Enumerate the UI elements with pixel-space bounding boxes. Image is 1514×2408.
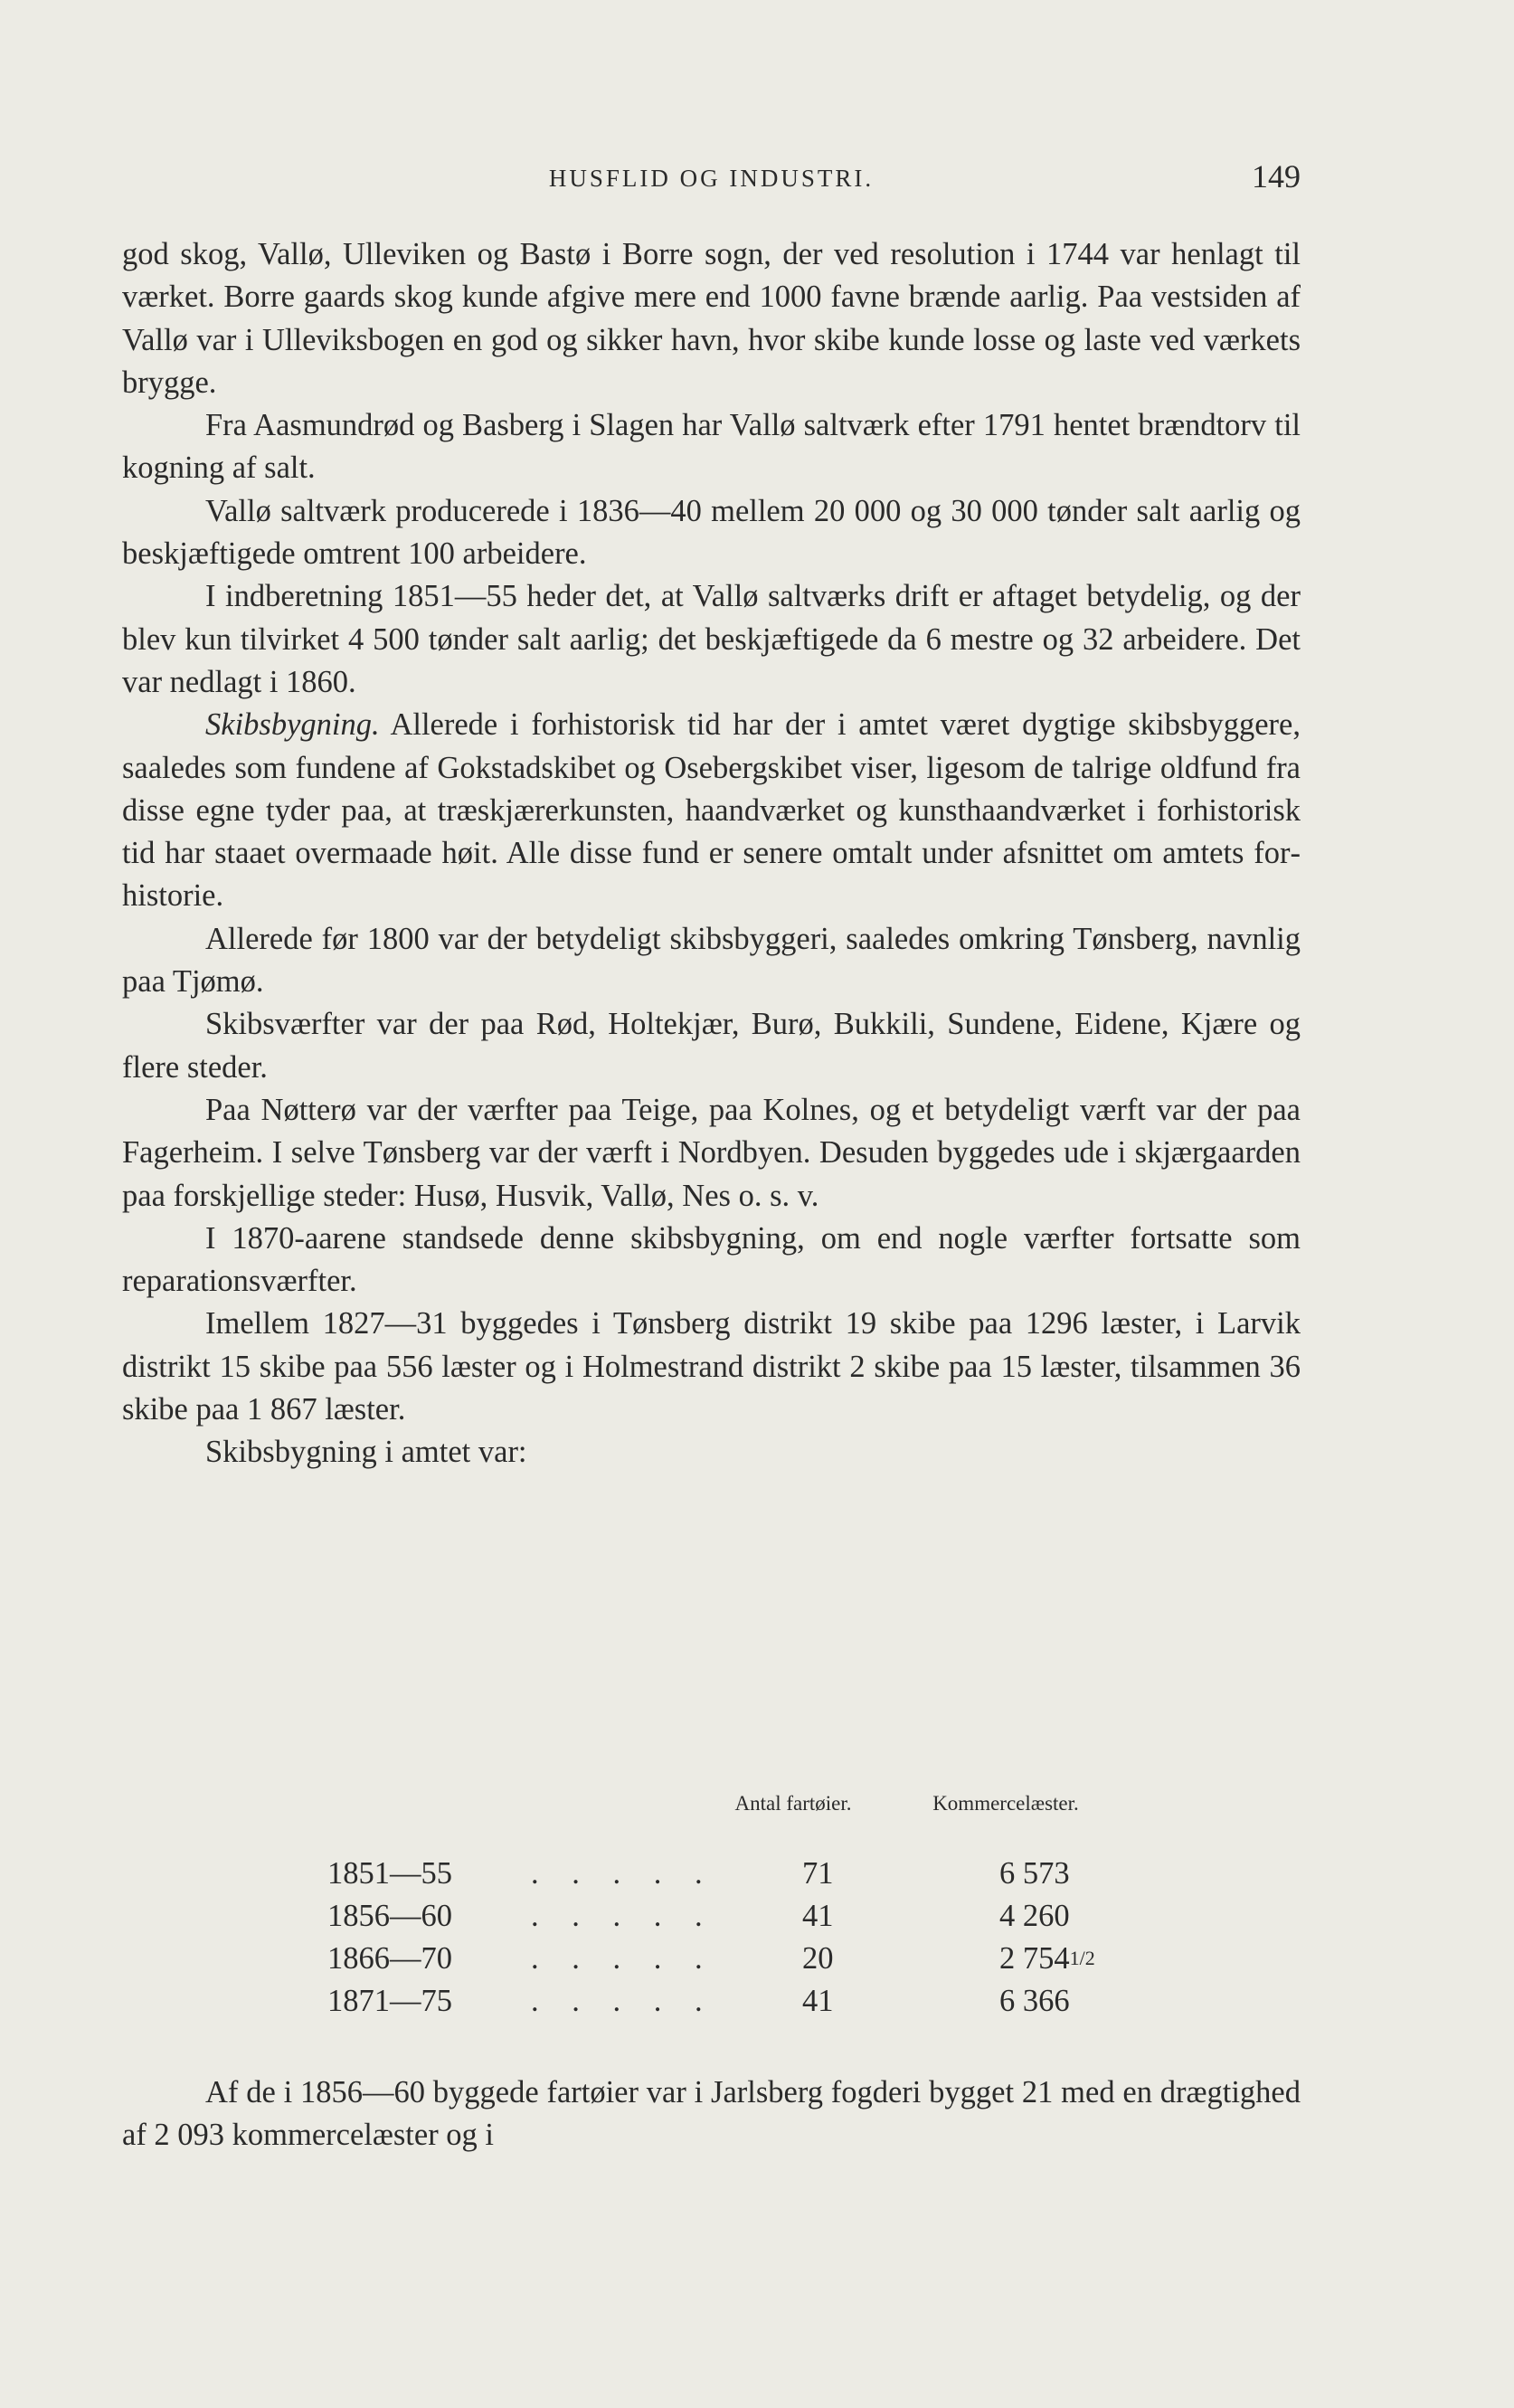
column-header-lasts: Kommercelæster. [932, 1792, 1079, 1815]
lasts-cell: 6 573 [999, 1856, 1070, 1891]
lasts-cell: 4 260 [999, 1899, 1070, 1933]
lasts-cell: 2 7541/2 [999, 1941, 1095, 1976]
vessels-cell: 20 [802, 1941, 834, 1976]
lasts-cell: 6 366 [999, 1984, 1070, 2018]
paragraph: I 1870-aarene standsede denne skibsbygning, om end nogle værfter fortsatte som reparationsværfter. [122, 1220, 1301, 1299]
closing-text [122, 2071, 1301, 2157]
paragraph: Fra Aasmundrød og Basberg i Slagen har Vallø saltværk efter 1791 hentet brændtorv til kogning af salt. [122, 408, 1301, 486]
paragraph: Vallø saltværk producerede i 1836—40 mellem 20 000 og 30 000 tønder salt aarlig og beskjæftigede omtrent 100 arbeidere. [122, 493, 1301, 572]
paragraph: Skibsbygning i amtet var: [205, 1435, 527, 1470]
period-cell: 1851—55 [327, 1856, 452, 1891]
leader-dots: . . . . . [531, 1984, 715, 2018]
table-row [327, 1856, 1141, 1899]
body-text [122, 233, 1301, 1474]
paragraph: god skog, Vallø, Ulleviken og Bastø i Borre sogn, der ved resolution i 1744 var henlagt til værket. Borre gaards skog kunde afgive mere end 1000 favne brænde aarlig. Paa vestsiden af Vallø var i Ulleviksbogen en god og sikker havn, hvor skibe kunde losse og laste ved værkets brygge. [122, 237, 1301, 400]
lasts-fraction: 1/2 [1069, 1947, 1095, 1969]
running-title: HUSFLID OG INDUSTRI. [548, 165, 875, 192]
section-text: Allerede i forhistorisk tid har der i amtet været dygtige skibsbyggere, saaledes som fundene af Gokstadskibet og Osebergskibet viser, ligesom de talrige oldfund fra disse egne tyder paa, at træskjærerkunsten, haandværket og kunsthaandværket i forhistorisk tid har staaet overmaade høit. Alle disse fund er senere omtalt under afsnittet om amtets forhistorie. [122, 707, 1301, 914]
period-cell: 1871—75 [327, 1984, 452, 2018]
table-row [327, 1984, 1141, 2026]
vessels-cell: 41 [802, 1984, 834, 2018]
paragraph: I indberetning 1851—55 heder det, at Vallø saltværks drift er aftaget betydelig, og der blev kun tilvirket 4 500 tønder salt aarlig; det beskjæftigede da 6 mestre og 32 arbeidere. Det var nedlagt i 1860. [122, 579, 1301, 699]
running-head [122, 156, 1301, 201]
paragraph: Allerede før 1800 var der betydeligt skibsbyggeri, saaledes omkring Tønsberg, navnlig paa Tjømø. [122, 921, 1301, 1000]
paragraph: Paa Nøtterø var der værfter paa Teige, paa Kolnes, og et betydeligt værft var der paa Fagerheim. I selve Tønsberg var der værft i Nordbyen. Desuden byggedes ude i skjærgaarden paa forskjellige steder: Husø, Husvik, Vallø, Nes o. s. v. [122, 1092, 1301, 1213]
period-cell: 1866—70 [327, 1941, 452, 1976]
period-cell: 1856—60 [327, 1899, 452, 1933]
table-row [327, 1941, 1141, 1984]
leader-dots: . . . . . [531, 1856, 715, 1891]
leader-dots: . . . . . [531, 1899, 715, 1933]
paragraph: Imellem 1827—31 byggedes i Tønsberg distrikt 19 skibe paa 1296 læster, i Larvik distrikt 15 skibe paa 556 læster og i Holmestrand distrikt 2 skibe paa 15 læster, tilsammen 36 skibe paa 1 867 læster. [122, 1306, 1301, 1427]
section-paragraph [122, 704, 1301, 917]
leader-dots: . . . . . [531, 1941, 715, 1976]
paragraph: Skibsværfter var der paa Rød, Holtekjær, Burø, Bukkili, Sundene, Eidene, Kjære og flere steder. [122, 1007, 1301, 1085]
column-header-vessels: Antal fartøier. [734, 1792, 852, 1815]
table-row [327, 1899, 1141, 1941]
page-number: 149 [1252, 158, 1301, 194]
vessels-cell: 71 [802, 1856, 834, 1891]
vessels-cell: 41 [802, 1899, 834, 1933]
paragraph: Af de i 1856—60 byggede fartøier var i Jarlsberg fogderi bygget 21 med en drægtighed af 2 093 kommercelæster og i [122, 2075, 1301, 2153]
section-title: Skibsbygning. [205, 707, 380, 743]
